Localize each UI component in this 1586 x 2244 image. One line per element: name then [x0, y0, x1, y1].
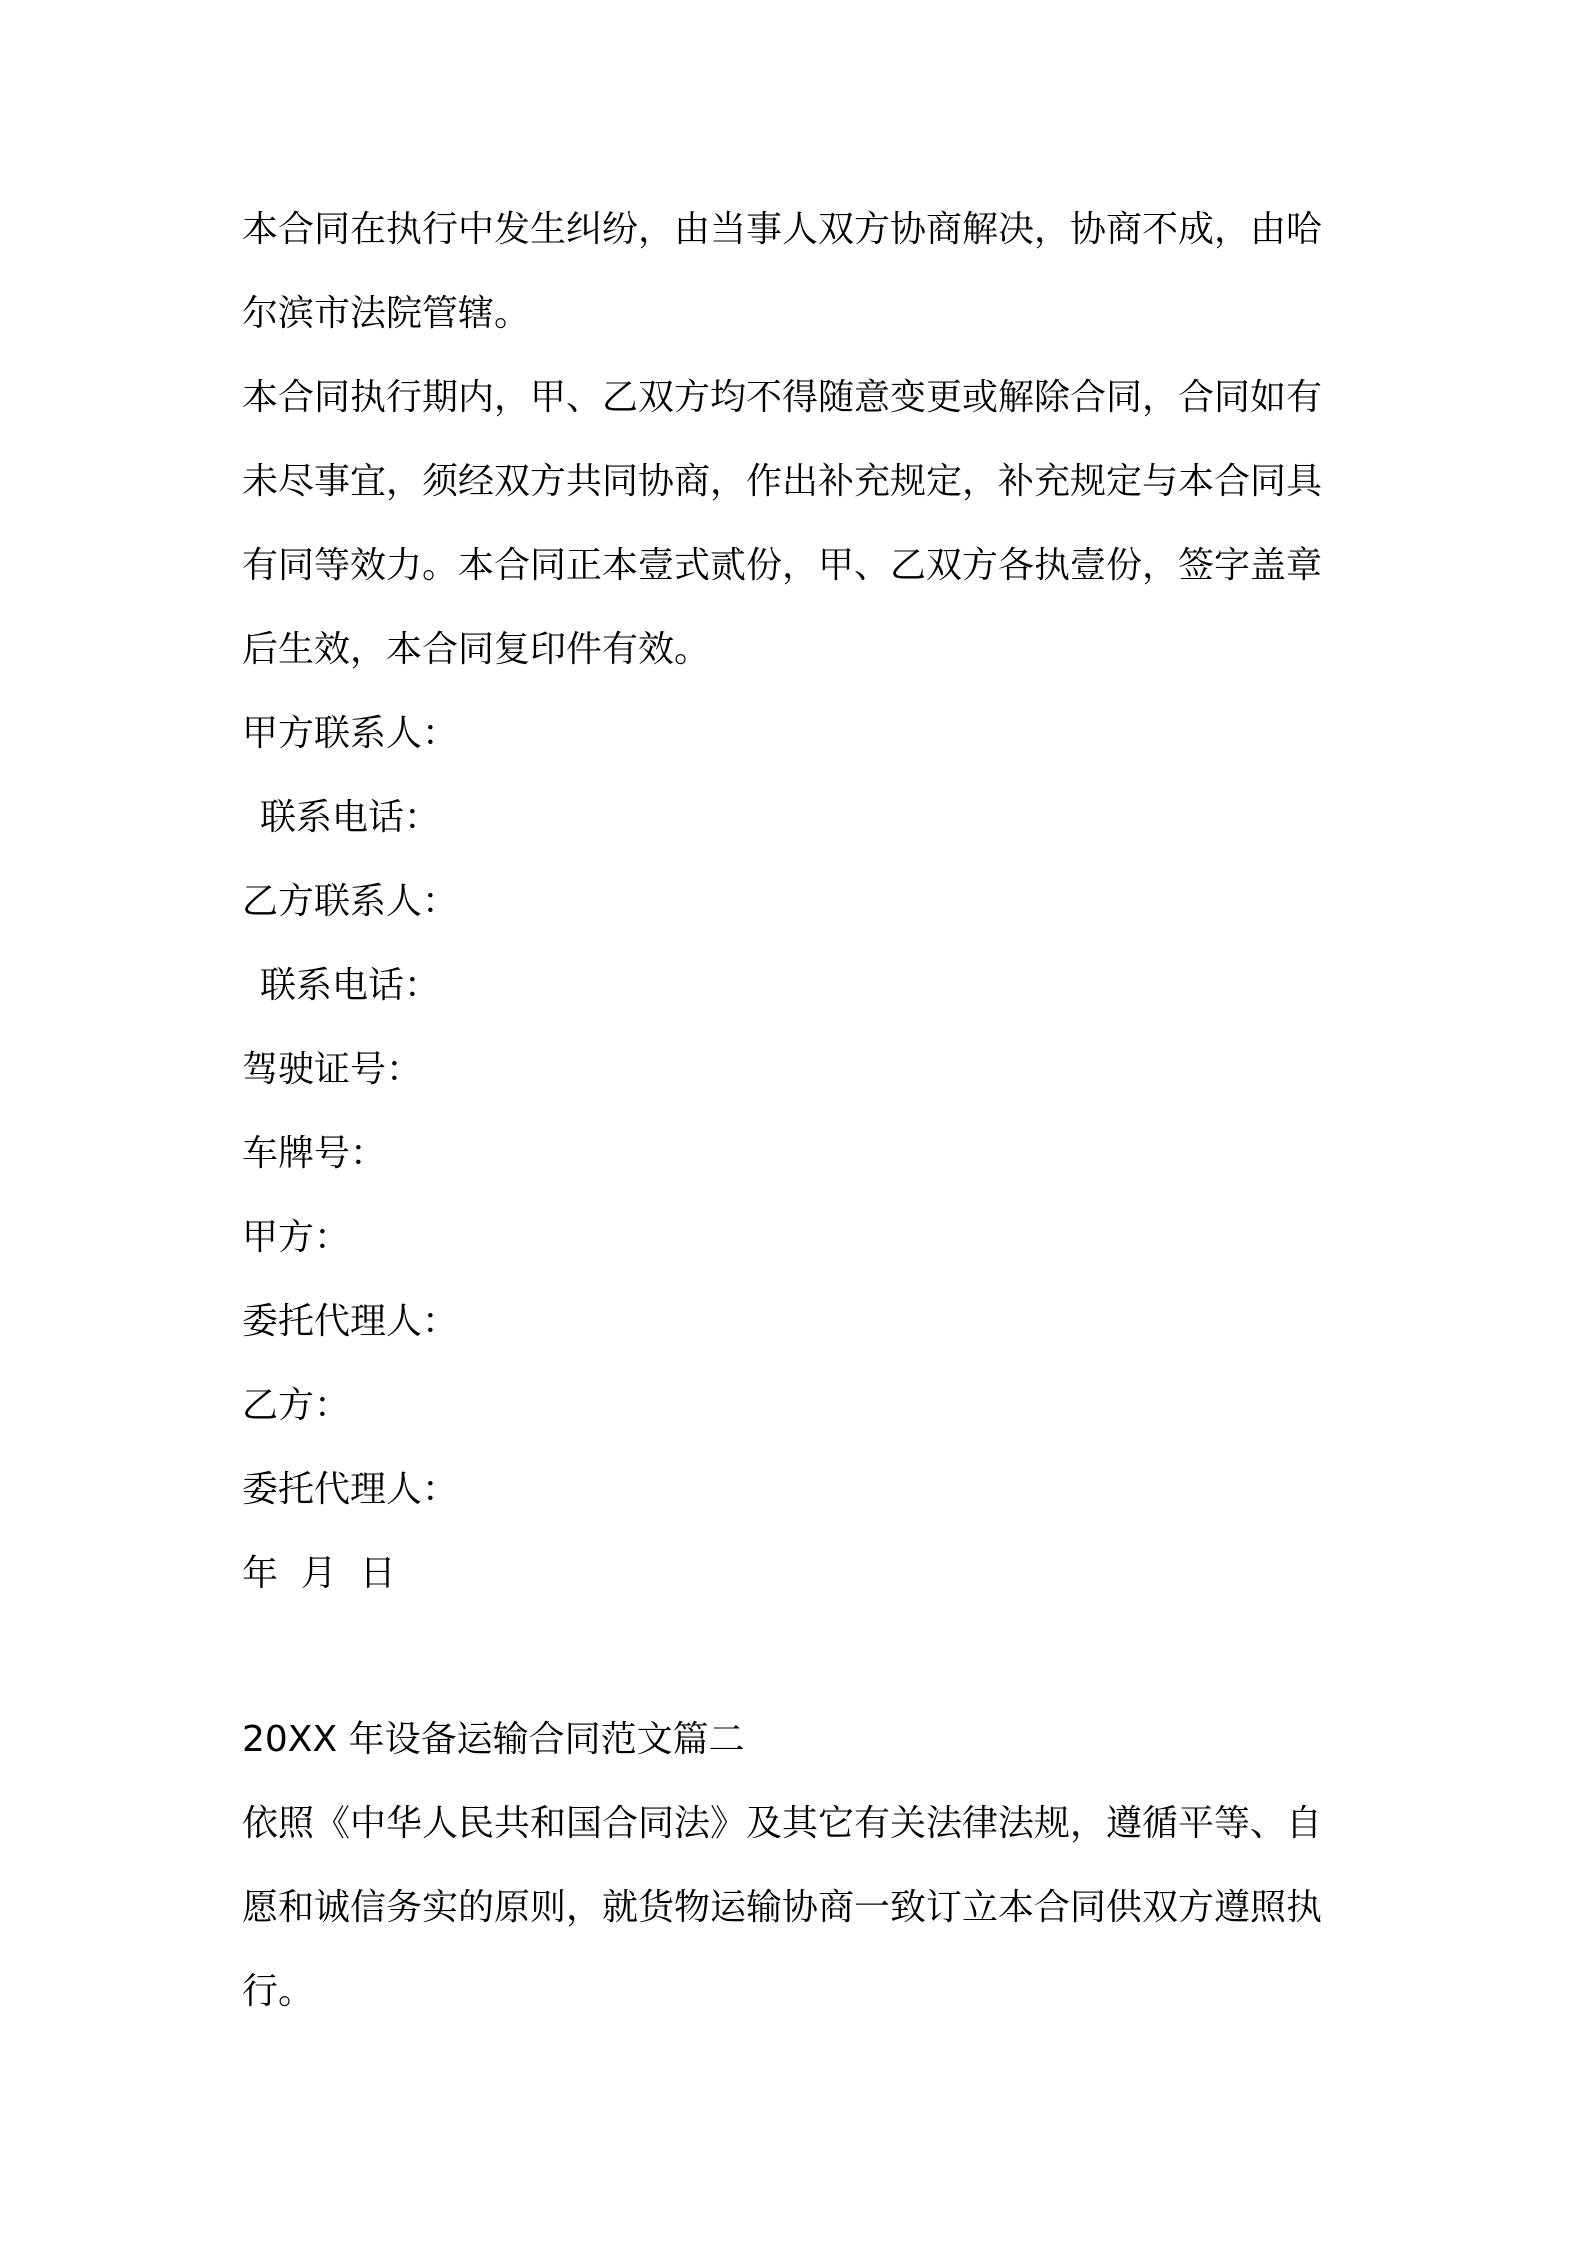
section-heading: 20XX 年设备运输合同范文篇二: [242, 1719, 745, 1760]
party-b-phone-label: 联系电话：: [260, 965, 441, 1006]
party-b-contact-label: 乙方联系人：: [242, 881, 459, 922]
paragraph-dispute-line-1: 本合同在执行中发生纠纷，由当事人双方协商解决，协商不成，由哈: [242, 209, 1323, 250]
party-a-label: 甲方：: [242, 1217, 351, 1258]
party-a-contact-label: 甲方联系人：: [242, 713, 459, 754]
party-b-agent-label: 委托代理人：: [242, 1469, 459, 1510]
party-a-phone-label: 联系电话：: [260, 797, 441, 838]
paragraph-validity-line-1: 本合同执行期内，甲、乙双方均不得随意变更或解除合同，合同如有: [242, 377, 1323, 418]
intro-line-1: 依照《中华人民共和国合同法》及其它有关法律法规，遵循平等、自: [242, 1803, 1323, 1844]
paragraph-dispute-line-2: 尔滨市法院管辖。: [242, 293, 531, 334]
date-line: 年 月 日: [242, 1553, 396, 1594]
paragraph-validity-line-3: 有同等效力。本合同正本壹式贰份，甲、乙双方各执壹份，签字盖章: [242, 545, 1323, 586]
driver-license-label: 驾驶证号：: [242, 1049, 423, 1090]
intro-line-3: 行。: [242, 1971, 315, 2012]
paragraph-validity-line-4: 后生效，本合同复印件有效。: [242, 629, 711, 670]
party-b-label: 乙方：: [242, 1385, 351, 1426]
paragraph-validity-line-2: 未尽事宜，须经双方共同协商，作出补充规定，补充规定与本合同具: [242, 461, 1323, 502]
party-a-agent-label: 委托代理人：: [242, 1301, 459, 1342]
plate-number-label: 车牌号：: [242, 1133, 387, 1174]
intro-line-2: 愿和诚信务实的原则，就货物运输协商一致订立本合同供双方遵照执: [242, 1887, 1323, 1928]
